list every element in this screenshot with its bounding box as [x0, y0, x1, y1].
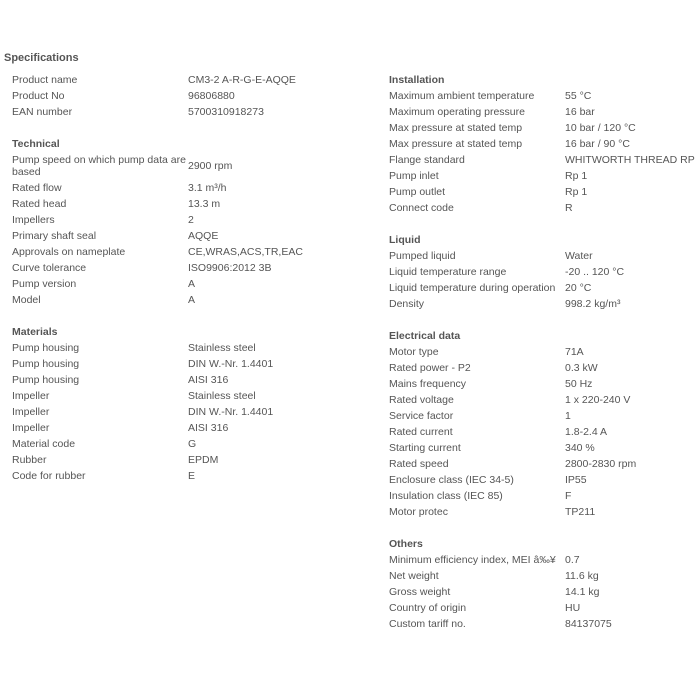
spec-row [12, 276, 382, 292]
spec-row [389, 360, 700, 376]
spec-label: Starting current [389, 442, 461, 454]
spec-row [12, 212, 382, 228]
spec-label: Flange standard [389, 154, 465, 166]
spec-value: AISI 316 [188, 422, 229, 434]
spec-value: WHITWORTH THREAD RP [565, 154, 695, 166]
spec-label: Liquid temperature range [389, 266, 507, 278]
spec-row [389, 168, 700, 184]
spec-label: Pump housing [12, 358, 80, 370]
spec-row [12, 404, 382, 420]
spec-label: Impeller [12, 390, 50, 402]
spec-row [389, 392, 700, 408]
spec-label: Product No [12, 90, 65, 102]
spec-value: Water [565, 250, 593, 262]
spec-row [389, 504, 700, 520]
spec-label: Motor type [389, 346, 439, 358]
spec-value: 55 °C [565, 90, 592, 102]
spec-row [12, 388, 382, 404]
spec-row [12, 436, 382, 452]
spec-value: 3.1 m³/h [188, 182, 227, 194]
spec-value: DIN W.-Nr. 1.4401 [188, 358, 274, 370]
liquid-section [389, 232, 700, 312]
general-section [12, 72, 382, 120]
spec-row [389, 264, 700, 280]
spec-label: Approvals on nameplate [12, 246, 126, 258]
spec-row [12, 104, 382, 120]
spec-row [389, 296, 700, 312]
spec-value: Stainless steel [188, 342, 256, 354]
section-title: Technical [12, 138, 60, 150]
spec-value: IP55 [565, 474, 587, 486]
spec-label: Density [389, 298, 425, 310]
spec-row [12, 372, 382, 388]
spec-row [389, 280, 700, 296]
section-title: Liquid [389, 234, 421, 246]
spec-label: Impellers [12, 214, 55, 226]
spec-row [12, 180, 382, 196]
spec-value: Rp 1 [565, 170, 588, 182]
spec-value: AISI 316 [188, 374, 229, 386]
spec-value: 20 °C [565, 282, 592, 294]
spec-row [12, 72, 382, 88]
spec-label: EAN number [12, 106, 73, 118]
spec-label: Minimum efficiency index, MEI â‰¥ [389, 554, 556, 566]
spec-label: Impeller [12, 406, 50, 418]
spec-row [389, 472, 700, 488]
spec-label: Material code [12, 438, 76, 450]
spec-label: Product name [12, 74, 78, 86]
spec-row [389, 248, 700, 264]
spec-label: Rated voltage [389, 394, 454, 406]
spec-value: 1 x 220-240 V [565, 394, 631, 406]
spec-row [389, 184, 700, 200]
spec-label: Insulation class (IEC 85) [389, 490, 503, 502]
spec-value: 14.1 kg [565, 586, 600, 598]
spec-label: Curve tolerance [12, 262, 87, 274]
electrical-data-section [389, 328, 700, 520]
spec-value: R [565, 202, 573, 214]
spec-value: DIN W.-Nr. 1.4401 [188, 406, 274, 418]
spec-row [389, 552, 700, 568]
spec-label: Pump speed on which pump data are based [12, 154, 186, 178]
spec-row [389, 104, 700, 120]
spec-value: 2800-2830 rpm [565, 458, 637, 470]
spec-label: Pump version [12, 278, 77, 290]
installation-section [389, 72, 700, 216]
spec-label: Pumped liquid [389, 250, 456, 262]
spec-label: Maximum operating pressure [389, 106, 525, 118]
spec-row [12, 260, 382, 276]
spec-value: AQQE [188, 230, 219, 242]
spec-value: HU [565, 602, 581, 614]
materials-section [12, 324, 382, 484]
spec-row [389, 408, 700, 424]
spec-label: Mains frequency [389, 378, 467, 390]
spec-value: 2900 rpm [188, 160, 233, 172]
spec-value: 1.8-2.4 A [565, 426, 608, 438]
spec-row [12, 468, 382, 484]
spec-value: 340 % [565, 442, 595, 454]
spec-row [389, 456, 700, 472]
others-section [389, 536, 700, 632]
spec-label: Rated current [389, 426, 453, 438]
spec-value: F [565, 490, 572, 502]
spec-label: Impeller [12, 422, 50, 434]
spec-value: TP211 [565, 506, 596, 518]
spec-value: 13.3 m [188, 198, 221, 210]
spec-value: -20 .. 120 °C [565, 266, 625, 278]
spec-row [12, 356, 382, 372]
spec-row [389, 376, 700, 392]
spec-row [389, 136, 700, 152]
spec-value: E [188, 470, 196, 482]
spec-value: 10 bar / 120 °C [565, 122, 636, 134]
section-title: Others [389, 538, 423, 550]
spec-value: 84137075 [565, 618, 612, 630]
spec-row [389, 424, 700, 440]
right-spec-column [389, 72, 700, 648]
spec-row [389, 440, 700, 456]
spec-value: 11.6 kg [565, 570, 599, 582]
spec-label: Connect code [389, 202, 454, 214]
spec-row [389, 600, 700, 616]
spec-value: 16 bar / 90 °C [565, 138, 630, 150]
spec-value: A [188, 278, 196, 290]
page-title: Specifications [4, 52, 79, 64]
spec-value: A [188, 294, 196, 306]
spec-value: CE,WRAS,ACS,TR,EAC [188, 246, 303, 258]
spec-label: Model [12, 294, 41, 306]
spec-row [12, 420, 382, 436]
spec-label: Rated flow [12, 182, 62, 194]
spec-row [12, 152, 382, 180]
spec-value: 998.2 kg/m³ [565, 298, 621, 310]
spec-row [12, 340, 382, 356]
section-title: Materials [12, 326, 58, 338]
spec-row [12, 452, 382, 468]
spec-value: 0.7 [565, 554, 580, 566]
spec-label: Pump housing [12, 374, 80, 386]
spec-row [12, 228, 382, 244]
spec-row [389, 584, 700, 600]
spec-label: Primary shaft seal [12, 230, 97, 242]
spec-row [389, 488, 700, 504]
spec-label: Net weight [389, 570, 439, 582]
spec-value: 16 bar [565, 106, 595, 118]
spec-label: Rated speed [389, 458, 449, 470]
spec-value: CM3-2 A-R-G-E-AQQE [188, 74, 296, 86]
spec-row [389, 200, 700, 216]
spec-value: 0.3 kW [565, 362, 598, 374]
spec-label: Rated head [12, 198, 67, 210]
spec-label: Motor protec [389, 506, 448, 518]
spec-value: 1 [565, 410, 571, 422]
spec-label: Gross weight [389, 586, 451, 598]
spec-row [12, 292, 382, 308]
spec-value: 5700310918273 [188, 106, 264, 118]
spec-value: ISO9906:2012 3B [188, 262, 272, 274]
spec-row [12, 196, 382, 212]
spec-label: Country of origin [389, 602, 467, 614]
spec-value: 71A [565, 346, 584, 358]
technical-section [12, 136, 382, 308]
left-spec-column [12, 72, 382, 500]
spec-value: Stainless steel [188, 390, 256, 402]
spec-label: Custom tariff no. [389, 618, 466, 630]
section-title: Installation [389, 74, 445, 86]
spec-label: Code for rubber [12, 470, 86, 482]
spec-row [389, 616, 700, 632]
spec-label: Max pressure at stated temp [389, 138, 523, 150]
spec-row [12, 244, 382, 260]
spec-row [389, 120, 700, 136]
spec-label: Rubber [12, 454, 47, 466]
spec-label: Maximum ambient temperature [389, 90, 535, 102]
spec-row [389, 344, 700, 360]
spec-label: Rated power - P2 [389, 362, 471, 374]
spec-value: 50 Hz [565, 378, 593, 390]
spec-label: Liquid temperature during operation [389, 282, 556, 294]
spec-row [12, 88, 382, 104]
spec-label: Max pressure at stated temp [389, 122, 523, 134]
spec-label: Enclosure class (IEC 34-5) [389, 474, 514, 486]
spec-label: Service factor [389, 410, 454, 422]
spec-label: Pump inlet [389, 170, 439, 182]
spec-label: Pump housing [12, 342, 80, 354]
spec-value: 96806880 [188, 90, 235, 102]
spec-value: 2 [188, 214, 194, 226]
spec-value: Rp 1 [565, 186, 588, 198]
spec-value: EPDM [188, 454, 219, 466]
section-title: Electrical data [389, 330, 461, 342]
spec-label: Pump outlet [389, 186, 446, 198]
spec-value: G [188, 438, 197, 450]
spec-row [389, 568, 700, 584]
spec-row [389, 88, 700, 104]
spec-row [389, 152, 700, 168]
